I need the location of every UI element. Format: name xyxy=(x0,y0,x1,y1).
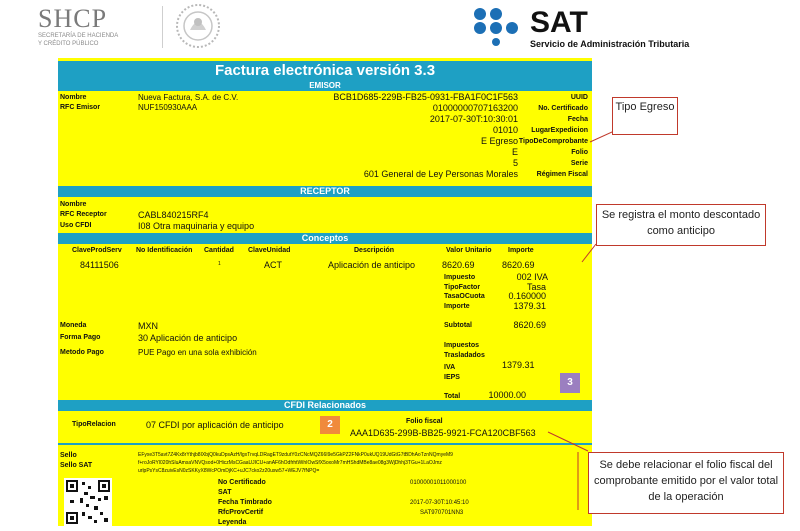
sello-line1: EFyxe3T5avt7Z4Kx8rYthjb8IXbjQ0kuDpsAzH/lgxTrvqLDRagET9zdutY0zCNcMQZ66I9e5GkPZ2FNkP0ukUQ19UdGtG7tBDhAoTznNQmyeM9 xyxy=(138,452,453,458)
subtotal-label: Subtotal xyxy=(444,322,472,329)
concepto-importe: 8620.69 xyxy=(502,260,535,270)
iva-label: IVA xyxy=(444,364,456,371)
total-label: Total xyxy=(444,393,461,400)
emisor-tipo-label: TipoDeComprobante xyxy=(518,138,588,145)
shcp-subtitle-line2: Y CRÉDITO PÚBLICO xyxy=(38,41,99,47)
emisor-lugar: 01010 xyxy=(492,125,518,135)
concepto-unidad: ACT xyxy=(264,260,282,270)
header-importe: Importe xyxy=(508,247,534,254)
emisor-bar: EMISOR xyxy=(58,81,592,91)
callout-tipo-egreso: Tipo Egreso xyxy=(612,97,678,135)
shcp-subtitle-line1: SECRETARÍA DE HACIENDA xyxy=(38,33,119,39)
folio-fiscal-label: Folio fiscal xyxy=(406,418,443,425)
importe-imp-value: 1379.31 xyxy=(513,301,546,311)
iva-value: 1379.31 xyxy=(502,360,535,370)
header-claveunidad: ClaveUnidad xyxy=(248,247,291,254)
emisor-nombre-label: Nombre xyxy=(60,94,87,101)
emisor-tipo: E Egreso xyxy=(480,136,518,146)
tasa-label: TasaOCuota xyxy=(444,293,485,300)
tasa-value: 0.160000 xyxy=(508,291,546,301)
receptor-rfc: CABL840215RF4 xyxy=(138,210,209,220)
concepto-clave: 84111506 xyxy=(80,260,119,270)
sello-label: Sello xyxy=(60,452,77,459)
subtotal-value: 8620.69 xyxy=(513,320,546,330)
emisor-fecha: 2017-07-30T:10:30:01 xyxy=(429,114,518,124)
badge-2: 2 xyxy=(320,416,340,434)
receptor-uso: I08 Otra maquinaria y equipo xyxy=(138,221,255,231)
emisor-certificado-label: No. Certificado xyxy=(538,105,588,112)
header-cantidad: Cantidad xyxy=(204,247,234,254)
rfcprov-value: SAT970701NN3 xyxy=(420,510,464,516)
ieps-label: IEPS xyxy=(444,374,460,381)
emisor-lugar-label: LugarExpedicion xyxy=(531,127,588,134)
arrow-monto-anticipo xyxy=(582,244,596,262)
callout-relacionar-folio: Se debe relacionar el folio fiscal del comprobante emitido por el valor total de la operación xyxy=(588,452,784,514)
sat-title: SAT xyxy=(530,6,588,39)
nocert-value: 01000001011000100 xyxy=(410,480,467,486)
fecha-timbrado-label: Fecha Timbrado xyxy=(218,499,272,506)
relacionados-bar: CFDI Relacionados xyxy=(58,400,592,411)
concepto-descripcion: Aplicación de anticipo xyxy=(328,260,416,270)
emisor-regimen-label: Régimen Fiscal xyxy=(536,171,588,178)
receptor-bar: RECEPTOR xyxy=(58,186,592,197)
trasladados-label: Trasladados xyxy=(444,352,485,359)
sello-line2: f+roJoRYl020hSluAmsaVNVQsod+0HiczMsCGaaUJICU+anAF6hOdfrhtWihIOwSfX5oxoMr7mHShdMBe8ae08g3WjDhhj3TGu+1LaOJmz xyxy=(138,460,442,466)
emisor-serie: 5 xyxy=(512,158,518,168)
receptor-nombre-label: Nombre xyxy=(60,201,87,208)
folio-fiscal-value: AAA1D635-299B-BB25-9921-FCA120CBF563 xyxy=(350,428,536,438)
total-value: 10000.00 xyxy=(488,390,526,400)
impuestos-label: Impuestos xyxy=(444,342,480,349)
callout-monto-anticipo: Se registra el monto descontado como anticipo xyxy=(596,204,766,246)
emisor-fecha-label: Fecha xyxy=(567,116,588,123)
rfcprov-label: RfcProvCertif xyxy=(218,509,264,516)
tiporelacion-value: 07 CFDI por aplicación de anticipo xyxy=(146,420,284,430)
sello-sat-label: Sello SAT xyxy=(60,462,93,469)
badge-3: 3 xyxy=(560,373,580,393)
emisor-nombre: Nueva Factura, S.A. de C.V. xyxy=(138,93,239,102)
header-claveprodserv: ClaveProdServ xyxy=(72,247,122,254)
tipofactor-value: Tasa xyxy=(526,282,546,292)
emisor-uuid-label: UUID xyxy=(570,94,588,101)
arrow-relacionar-folio xyxy=(548,432,588,451)
tiporelacion-label: TipoRelacion xyxy=(72,421,116,428)
tipofactor-label: TipoFactor xyxy=(444,284,481,291)
emisor-rfc: NUF150930AAA xyxy=(138,103,198,112)
emisor-serie-label: Serie xyxy=(570,160,588,167)
moneda-value: MXN xyxy=(138,321,158,331)
emisor-folio: E xyxy=(511,147,518,157)
moneda-label: Moneda xyxy=(60,322,87,329)
receptor-uso-label: Uso CFDI xyxy=(60,222,92,229)
forma-pago-label: Forma Pago xyxy=(60,334,101,341)
emisor-rfc-label: RFC Emisor xyxy=(60,104,101,111)
header-descripcion: Descripción xyxy=(354,247,395,254)
emisor-regimen: 601 General de Ley Personas Morales xyxy=(363,169,518,179)
emisor-uuid: BCB1D685-229B-FB25-0931-FBA1F0C1F563 xyxy=(333,92,518,102)
sello-line3: urlpPsYsC8zuivEsN0zSKKyX8WcPOmDjKC+uJC7cko2z20usw57+WEJV7fNPQ= xyxy=(138,468,320,474)
impuesto-label: Impuesto xyxy=(444,274,476,281)
leyenda-label: Leyenda xyxy=(218,519,247,526)
shcp-title: SHCP xyxy=(38,4,108,33)
sat-label: SAT xyxy=(218,489,232,496)
concepto-valor: 8620.69 xyxy=(442,260,475,270)
fecha-timbrado-value: 2017-07-30T:10:45:10 xyxy=(410,500,469,506)
forma-pago-value: 30 Aplicación de anticipo xyxy=(138,333,238,343)
sat-subtitle: Servicio de Administración Tributaria xyxy=(530,39,690,49)
impuesto-value: 002 IVA xyxy=(516,272,548,282)
concepto-cantidad: 1 xyxy=(218,261,221,267)
header-noidentificacion: No Identificación xyxy=(136,247,193,254)
emisor-certificado: 01000000707163200 xyxy=(432,103,518,113)
metodo-pago-value: PUE Pago en una sola exhibición xyxy=(138,348,257,357)
header-valorunitario: Valor Unitario xyxy=(446,247,492,254)
invoice-title: Factura electrónica versión 3.3 xyxy=(58,61,592,81)
metodo-pago-label: Metodo Pago xyxy=(60,349,104,356)
conceptos-bar: Conceptos xyxy=(58,233,592,244)
importe-imp-label: Importe xyxy=(444,303,470,310)
nocert-label: No Certificado xyxy=(218,479,266,486)
receptor-rfc-label: RFC Receptor xyxy=(60,211,107,218)
emisor-folio-label: Folio xyxy=(571,149,588,156)
